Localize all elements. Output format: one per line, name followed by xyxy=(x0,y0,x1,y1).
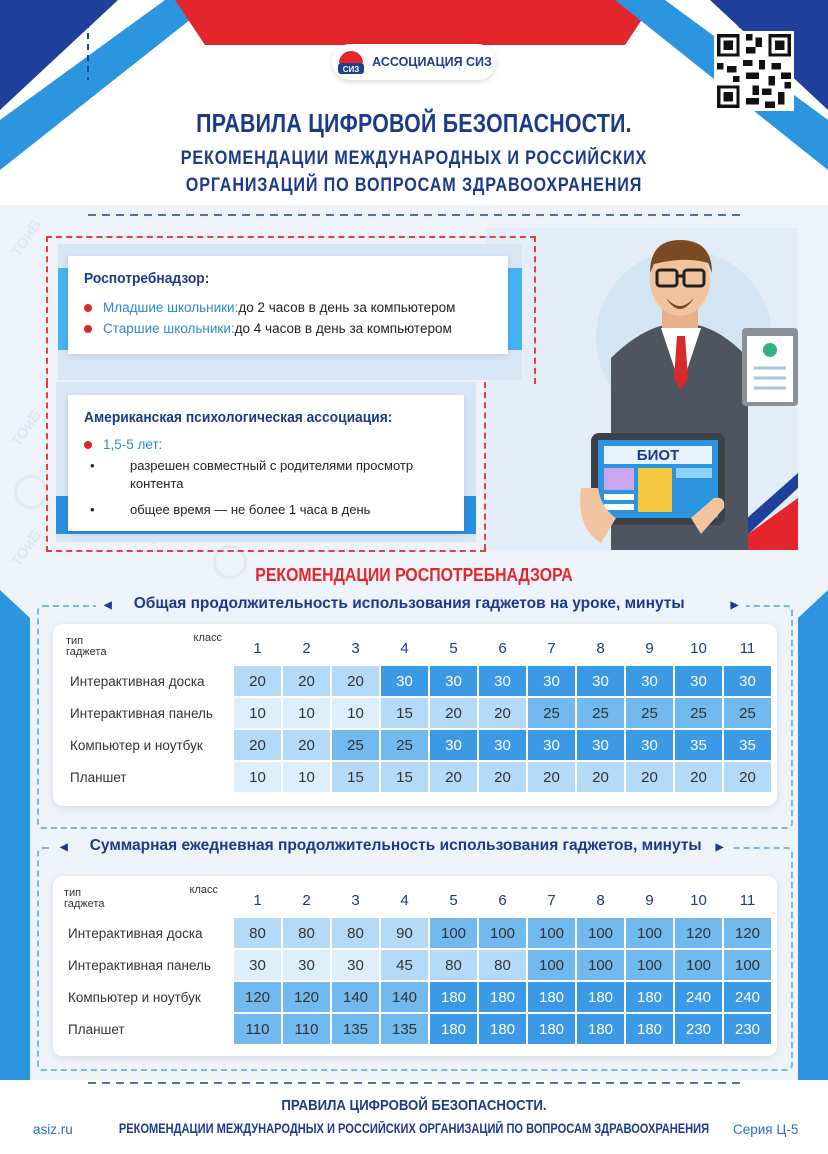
value-cell: 100 xyxy=(675,950,722,980)
corner-left-label: тип гаджета xyxy=(64,887,105,910)
value-cell: 25 xyxy=(724,698,771,728)
caption-arrow-left-icon: ◀ xyxy=(104,600,112,611)
value-cell: 100 xyxy=(528,950,575,980)
value-cell: 30 xyxy=(479,666,526,696)
watermark-text: ТОиБ xyxy=(7,407,45,450)
apa-card-title: Американская психологическая ассоциация: xyxy=(84,409,393,426)
watermark-logo-icon xyxy=(14,475,48,509)
value-cell: 180 xyxy=(528,982,575,1012)
rospotreb-card-title: Роспотребнадзор: xyxy=(84,270,210,287)
value-cell: 110 xyxy=(283,1014,330,1044)
grade-header: 3 xyxy=(351,639,360,657)
value-cell: 100 xyxy=(479,918,526,948)
value-cell: 20 xyxy=(675,762,722,792)
value-cell: 30 xyxy=(577,666,624,696)
value-cell: 140 xyxy=(381,982,428,1012)
grade-header: 6 xyxy=(498,639,507,657)
watermark-text: ТОиБ xyxy=(7,527,45,570)
value-cell: 30 xyxy=(528,730,575,760)
value-cell: 30 xyxy=(626,666,673,696)
value-cell: 120 xyxy=(675,918,722,948)
value-cell: 80 xyxy=(332,918,379,948)
value-cell: 20 xyxy=(430,762,477,792)
value-cell: 180 xyxy=(626,982,673,1012)
value-cell: 90 xyxy=(381,918,428,948)
grade-header: 4 xyxy=(400,639,409,657)
item-text: до 2 часов в день за компьютером xyxy=(238,300,456,315)
page-subtitle-line: РЕКОМЕНДАЦИИ МЕЖДУНАРОДНЫХ И РОССИЙСКИХ xyxy=(180,148,648,169)
value-cell: 30 xyxy=(528,666,575,696)
grade-header: 7 xyxy=(547,891,556,909)
sub-list-item: • разрешен совместный с родителями просмотр контента xyxy=(84,457,452,493)
value-cell: 100 xyxy=(528,918,575,948)
value-cell: 135 xyxy=(381,1014,428,1044)
value-cell: 180 xyxy=(577,1014,624,1044)
association-logo-icon xyxy=(336,48,366,76)
value-cell: 45 xyxy=(381,950,428,980)
row-label: Планшет xyxy=(60,762,232,792)
value-cell: 15 xyxy=(332,762,379,792)
grade-header: 10 xyxy=(690,639,707,657)
value-cell: 20 xyxy=(234,730,281,760)
grade-header: 6 xyxy=(498,891,507,909)
value-cell: 15 xyxy=(381,762,428,792)
caption-arrow-left-icon: ◀ xyxy=(60,842,68,853)
table-row xyxy=(58,1014,771,1044)
value-cell: 180 xyxy=(479,1014,526,1044)
section-title: РЕКОМЕНДАЦИИ РОСПОТРЕБНАДЗОРА xyxy=(255,565,573,585)
value-cell: 180 xyxy=(528,1014,575,1044)
table1-header-row xyxy=(60,632,771,664)
row-label: Планшет xyxy=(58,1014,232,1044)
grade-header: 3 xyxy=(351,891,360,909)
value-cell: 10 xyxy=(332,698,379,728)
value-cell: 25 xyxy=(675,698,722,728)
item-highlight: Младшие школьники: xyxy=(103,300,239,315)
grade-header: 9 xyxy=(645,639,654,657)
qr-code[interactable] xyxy=(714,31,794,111)
value-cell: 30 xyxy=(724,666,771,696)
value-cell: 20 xyxy=(430,698,477,728)
value-cell: 10 xyxy=(234,698,281,728)
age-group: 1,5-5 лет: xyxy=(103,437,163,452)
row-label: Интерактивная панель xyxy=(58,950,232,980)
value-cell: 240 xyxy=(675,982,722,1012)
table-row xyxy=(60,730,771,760)
table2 xyxy=(56,882,773,1046)
bullet-icon xyxy=(84,325,92,333)
grade-header: 8 xyxy=(596,891,605,909)
footer xyxy=(0,1080,828,1154)
value-cell: 30 xyxy=(626,730,673,760)
value-cell: 20 xyxy=(626,762,673,792)
table-row xyxy=(58,950,771,980)
value-cell: 100 xyxy=(577,950,624,980)
list-item xyxy=(84,300,494,315)
item-text: до 4 часов в день за компьютером xyxy=(234,321,452,336)
grade-header: 11 xyxy=(739,891,756,909)
footer-title: ПРАВИЛА ЦИФРОВОЙ БЕЗОПАСНОСТИ. xyxy=(281,1097,547,1114)
corner-top-label: класс xyxy=(189,884,218,896)
value-cell: 15 xyxy=(381,698,428,728)
item-highlight: Старшие школьники: xyxy=(103,321,235,336)
page-subtitle-line: ОРГАНИЗАЦИЙ ПО ВОПРОСАМ ЗДРАВООХРАНЕНИЯ xyxy=(185,175,643,196)
value-cell: 180 xyxy=(577,982,624,1012)
value-cell: 30 xyxy=(283,950,330,980)
value-cell: 20 xyxy=(528,762,575,792)
value-cell: 25 xyxy=(332,730,379,760)
row-label: Интерактивная доска xyxy=(58,918,232,948)
grade-header: 4 xyxy=(400,891,409,909)
value-cell: 25 xyxy=(381,730,428,760)
value-cell: 30 xyxy=(479,730,526,760)
recommendations-frame xyxy=(484,382,534,550)
table-row xyxy=(60,698,771,728)
value-cell: 30 xyxy=(430,730,477,760)
value-cell: 100 xyxy=(626,950,673,980)
value-cell: 135 xyxy=(332,1014,379,1044)
grade-header: 2 xyxy=(302,891,311,909)
table-row xyxy=(58,918,771,948)
value-cell: 180 xyxy=(430,982,477,1012)
grade-header: 9 xyxy=(645,891,654,909)
page-title: ПРАВИЛА ЦИФРОВОЙ БЕЗОПАСНОСТИ. xyxy=(196,108,632,138)
corner-cell xyxy=(58,884,232,916)
row-label: Интерактивная доска xyxy=(60,666,232,696)
row-label: Компьютер и ноутбук xyxy=(60,730,232,760)
table2-caption-text: Суммарная ежедневная продолжительность использования гаджетов, минуты xyxy=(89,837,702,854)
grade-header: 2 xyxy=(302,639,311,657)
grade-header: 7 xyxy=(547,639,556,657)
row-label: Интерактивная панель xyxy=(60,698,232,728)
value-cell: 30 xyxy=(381,666,428,696)
value-cell: 10 xyxy=(283,698,330,728)
value-cell: 20 xyxy=(332,666,379,696)
value-cell: 30 xyxy=(675,666,722,696)
value-cell: 80 xyxy=(234,918,281,948)
value-cell: 30 xyxy=(577,730,624,760)
value-cell: 80 xyxy=(479,950,526,980)
value-cell: 140 xyxy=(332,982,379,1012)
bullet-icon xyxy=(84,304,92,312)
value-cell: 80 xyxy=(283,918,330,948)
corner-left-label: тип гаджета xyxy=(66,635,107,658)
value-cell: 20 xyxy=(479,762,526,792)
value-cell: 10 xyxy=(283,762,330,792)
value-cell: 120 xyxy=(234,982,281,1012)
apa-card xyxy=(68,395,464,531)
value-cell: 180 xyxy=(430,1014,477,1044)
page-subtitle xyxy=(62,145,766,199)
grade-header: 8 xyxy=(596,639,605,657)
value-cell: 25 xyxy=(577,698,624,728)
grade-header: 11 xyxy=(739,639,756,657)
table2-header-row xyxy=(58,884,771,916)
value-cell: 10 xyxy=(234,762,281,792)
table-row xyxy=(58,982,771,1012)
bullet-icon xyxy=(84,441,92,449)
value-cell: 100 xyxy=(724,950,771,980)
sub-list-item: • общее время — не более 1 часа в день xyxy=(84,501,452,519)
value-cell: 120 xyxy=(724,918,771,948)
footer-site-link[interactable]: asiz.ru xyxy=(33,1122,73,1137)
caption-arrow-right-icon: ▶ xyxy=(715,842,724,853)
value-cell: 120 xyxy=(283,982,330,1012)
value-cell: 100 xyxy=(430,918,477,948)
value-cell: 25 xyxy=(528,698,575,728)
corner-top-label: класс xyxy=(193,632,222,644)
value-cell: 20 xyxy=(577,762,624,792)
value-cell: 80 xyxy=(430,950,477,980)
watermark-text: ТОиБ xyxy=(7,217,45,260)
footer-decor-line xyxy=(0,1080,828,1090)
table1-caption-text: Общая продолжительность использования гаджетов на уроке, минуты xyxy=(133,595,685,612)
rospotreb-card xyxy=(68,256,508,354)
grade-header: 10 xyxy=(690,891,707,909)
value-cell: 35 xyxy=(724,730,771,760)
grade-header: 1 xyxy=(253,639,262,657)
value-cell: 20 xyxy=(234,666,281,696)
corner-cell xyxy=(60,632,232,664)
list-item xyxy=(84,437,452,452)
caption-arrow-right-icon: ▶ xyxy=(730,600,739,611)
row-label: Компьютер и ноутбук xyxy=(58,982,232,1012)
table1 xyxy=(58,630,773,794)
table2-caption xyxy=(52,837,731,855)
table1-caption xyxy=(96,595,746,613)
footer-subtitle: РЕКОМЕНДАЦИИ МЕЖДУНАРОДНЫХ И РОССИЙСКИХ ОРГАНИЗАЦИЙ ПО ВОПРОСАМ ЗДРАВООХРАНЕНИЯ xyxy=(118,1121,710,1136)
value-cell: 100 xyxy=(577,918,624,948)
value-cell: 20 xyxy=(283,730,330,760)
value-cell: 180 xyxy=(479,982,526,1012)
association-name: АССОЦИАЦИЯ СИЗ xyxy=(372,55,492,69)
table-row xyxy=(60,666,771,696)
grade-header: 5 xyxy=(449,891,458,909)
value-cell: 180 xyxy=(626,1014,673,1044)
list-item xyxy=(84,321,494,336)
value-cell: 100 xyxy=(626,918,673,948)
footer-series: Серия Ц-5 xyxy=(733,1122,799,1137)
value-cell: 110 xyxy=(234,1014,281,1044)
value-cell: 230 xyxy=(724,1014,771,1044)
value-cell: 240 xyxy=(724,982,771,1012)
table-row xyxy=(60,762,771,792)
value-cell: 35 xyxy=(675,730,722,760)
association-logo xyxy=(332,44,496,80)
logo-mark: СИЗ xyxy=(342,65,360,74)
tablet-label: БИОТ xyxy=(636,447,680,464)
value-cell: 30 xyxy=(430,666,477,696)
grade-header: 1 xyxy=(253,891,262,909)
value-cell: 20 xyxy=(479,698,526,728)
value-cell: 230 xyxy=(675,1014,722,1044)
value-cell: 30 xyxy=(234,950,281,980)
value-cell: 20 xyxy=(724,762,771,792)
value-cell: 30 xyxy=(332,950,379,980)
grade-header: 5 xyxy=(449,639,458,657)
value-cell: 25 xyxy=(626,698,673,728)
value-cell: 20 xyxy=(283,666,330,696)
